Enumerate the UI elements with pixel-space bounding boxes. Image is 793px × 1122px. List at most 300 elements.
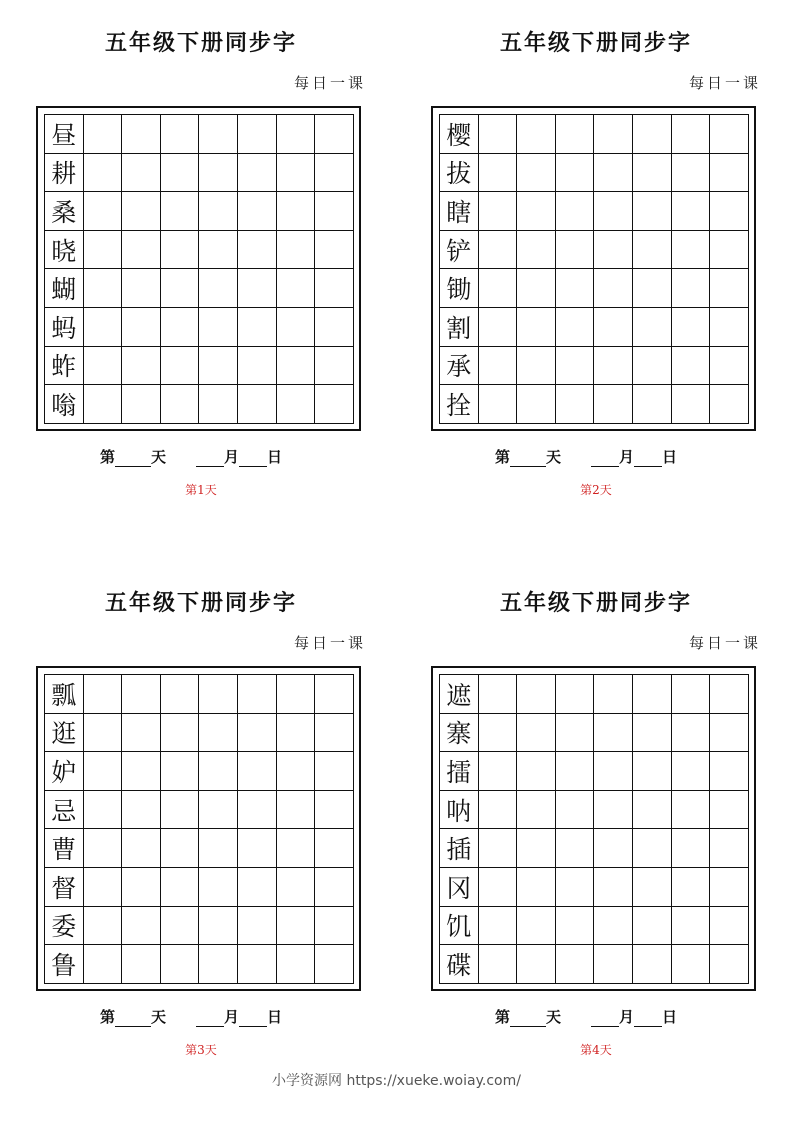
practice-cell[interactable] xyxy=(556,752,595,791)
practice-cell[interactable] xyxy=(161,308,200,347)
practice-cell[interactable] xyxy=(238,907,277,946)
date-prefix: 第 xyxy=(495,448,511,466)
practice-cell[interactable] xyxy=(710,347,749,386)
day-unit: 天 xyxy=(546,1008,562,1026)
practice-cell[interactable] xyxy=(710,308,749,347)
practice-cell[interactable] xyxy=(710,829,749,868)
practice-cell[interactable] xyxy=(277,269,316,308)
practice-cell[interactable] xyxy=(277,829,316,868)
practice-cell[interactable] xyxy=(161,752,200,791)
practice-cell[interactable] xyxy=(238,115,277,154)
practice-cell[interactable] xyxy=(122,945,161,984)
practice-cell[interactable] xyxy=(672,269,711,308)
practice-cell[interactable] xyxy=(161,154,200,193)
model-character-cell: 寨 xyxy=(440,714,479,753)
model-character-cell: 晓 xyxy=(45,231,84,270)
practice-cell[interactable] xyxy=(594,385,633,424)
day-number-blank[interactable] xyxy=(510,452,546,467)
practice-cell[interactable] xyxy=(238,192,277,231)
date-prefix: 第 xyxy=(495,1008,511,1026)
practice-cell[interactable] xyxy=(594,752,633,791)
practice-cell[interactable] xyxy=(556,791,595,830)
practice-cell[interactable] xyxy=(556,192,595,231)
practice-grid xyxy=(439,674,749,984)
practice-cell[interactable] xyxy=(633,115,672,154)
practice-cell[interactable] xyxy=(122,714,161,753)
practice-cell[interactable] xyxy=(277,868,316,907)
day-label: 第4天 xyxy=(580,1043,612,1057)
practice-cell[interactable] xyxy=(633,347,672,386)
practice-cell[interactable] xyxy=(517,714,556,753)
practice-cell[interactable] xyxy=(238,269,277,308)
practice-cell[interactable] xyxy=(594,791,633,830)
date-line xyxy=(100,446,282,467)
practice-cell[interactable] xyxy=(672,829,711,868)
day-unit: 天 xyxy=(151,1008,167,1026)
model-character-cell: 樱 xyxy=(440,115,479,154)
month-blank[interactable] xyxy=(591,452,619,467)
practice-cell[interactable] xyxy=(594,829,633,868)
practice-cell[interactable] xyxy=(84,269,123,308)
practice-cell[interactable] xyxy=(199,231,238,270)
month-blank[interactable] xyxy=(591,1012,619,1027)
practice-cell[interactable] xyxy=(277,347,316,386)
practice-cell[interactable] xyxy=(672,945,711,984)
model-character-cell: 昼 xyxy=(45,115,84,154)
practice-cell[interactable] xyxy=(633,829,672,868)
practice-cell[interactable] xyxy=(633,791,672,830)
sheet-title: 五年级下册同步字 xyxy=(104,30,297,56)
practice-cell[interactable] xyxy=(672,752,711,791)
date-blank[interactable] xyxy=(634,452,662,467)
practice-cell[interactable] xyxy=(161,907,200,946)
practice-cell[interactable] xyxy=(199,829,238,868)
practice-cell[interactable] xyxy=(315,907,354,946)
practice-cell[interactable] xyxy=(122,829,161,868)
practice-cell[interactable] xyxy=(199,192,238,231)
practice-cell[interactable] xyxy=(556,115,595,154)
model-character-cell: 瞎 xyxy=(440,192,479,231)
sheet-title: 五年级下册同步字 xyxy=(499,590,692,616)
practice-cell[interactable] xyxy=(315,675,354,714)
practice-cell[interactable] xyxy=(479,791,518,830)
practice-cell[interactable] xyxy=(517,385,556,424)
practice-cell[interactable] xyxy=(122,791,161,830)
practice-cell[interactable] xyxy=(710,269,749,308)
practice-cell[interactable] xyxy=(633,907,672,946)
practice-cell[interactable] xyxy=(517,347,556,386)
sheet-title: 五年级下册同步字 xyxy=(104,590,297,616)
practice-cell[interactable] xyxy=(122,907,161,946)
practice-cell[interactable] xyxy=(161,791,200,830)
practice-cell[interactable] xyxy=(672,308,711,347)
practice-cell[interactable] xyxy=(277,385,316,424)
practice-cell[interactable] xyxy=(315,115,354,154)
practice-cell[interactable] xyxy=(315,192,354,231)
model-character-cell: 拔 xyxy=(440,154,479,193)
practice-cell[interactable] xyxy=(672,115,711,154)
practice-cell[interactable] xyxy=(315,714,354,753)
practice-cell[interactable] xyxy=(238,385,277,424)
practice-box xyxy=(431,106,756,431)
practice-cell[interactable] xyxy=(199,675,238,714)
practice-cell[interactable] xyxy=(161,385,200,424)
practice-cell[interactable] xyxy=(556,675,595,714)
practice-cell[interactable] xyxy=(594,868,633,907)
practice-cell[interactable] xyxy=(672,675,711,714)
practice-cell[interactable] xyxy=(161,347,200,386)
model-character-cell: 锄 xyxy=(440,269,479,308)
practice-cell[interactable] xyxy=(594,192,633,231)
practice-cell[interactable] xyxy=(633,308,672,347)
practice-cell[interactable] xyxy=(161,192,200,231)
footer-watermark: 小学资源网 https://xueke.woiay.com/ xyxy=(272,1073,521,1089)
model-character-cell: 曹 xyxy=(45,829,84,868)
practice-cell[interactable] xyxy=(161,115,200,154)
practice-cell[interactable] xyxy=(479,829,518,868)
practice-cell[interactable] xyxy=(672,868,711,907)
practice-cell[interactable] xyxy=(84,115,123,154)
practice-cell[interactable] xyxy=(277,192,316,231)
practice-cell[interactable] xyxy=(556,385,595,424)
practice-cell[interactable] xyxy=(710,231,749,270)
practice-cell[interactable] xyxy=(315,868,354,907)
practice-cell[interactable] xyxy=(238,347,277,386)
practice-cell[interactable] xyxy=(161,269,200,308)
model-character-cell: 呐 xyxy=(440,791,479,830)
practice-cell[interactable] xyxy=(315,945,354,984)
practice-cell[interactable] xyxy=(672,192,711,231)
practice-cell[interactable] xyxy=(238,829,277,868)
practice-cell[interactable] xyxy=(315,347,354,386)
practice-cell[interactable] xyxy=(161,829,200,868)
practice-cell[interactable] xyxy=(122,154,161,193)
practice-cell[interactable] xyxy=(238,308,277,347)
practice-cell[interactable] xyxy=(556,154,595,193)
practice-cell[interactable] xyxy=(199,385,238,424)
practice-cell[interactable] xyxy=(161,714,200,753)
practice-cell[interactable] xyxy=(84,907,123,946)
model-character-cell: 蝴 xyxy=(45,269,84,308)
model-character-cell: 割 xyxy=(440,308,479,347)
model-character-cell: 逛 xyxy=(45,714,84,753)
practice-cell[interactable] xyxy=(556,231,595,270)
practice-cell[interactable] xyxy=(633,192,672,231)
practice-cell[interactable] xyxy=(277,154,316,193)
practice-cell[interactable] xyxy=(238,714,277,753)
sheet-title: 五年级下册同步字 xyxy=(499,30,692,56)
day-number-blank[interactable] xyxy=(115,452,151,467)
practice-cell[interactable] xyxy=(479,714,518,753)
practice-cell[interactable] xyxy=(517,192,556,231)
practice-cell[interactable] xyxy=(199,714,238,753)
practice-cell[interactable] xyxy=(161,231,200,270)
practice-box xyxy=(36,106,361,431)
practice-cell[interactable] xyxy=(633,945,672,984)
practice-cell[interactable] xyxy=(238,675,277,714)
practice-cell[interactable] xyxy=(238,868,277,907)
practice-cell[interactable] xyxy=(277,231,316,270)
practice-cell[interactable] xyxy=(633,231,672,270)
practice-cell[interactable] xyxy=(517,115,556,154)
practice-cell[interactable] xyxy=(672,907,711,946)
practice-cell[interactable] xyxy=(199,907,238,946)
practice-cell[interactable] xyxy=(315,231,354,270)
month-unit: 月 xyxy=(224,1008,240,1026)
month-unit: 月 xyxy=(224,448,240,466)
practice-cell[interactable] xyxy=(199,752,238,791)
practice-cell[interactable] xyxy=(122,752,161,791)
practice-cell[interactable] xyxy=(479,385,518,424)
practice-cell[interactable] xyxy=(84,308,123,347)
practice-cell[interactable] xyxy=(315,829,354,868)
date-blank[interactable] xyxy=(634,1012,662,1027)
practice-cell[interactable] xyxy=(517,829,556,868)
model-character-cell: 冈 xyxy=(440,868,479,907)
model-character-cell: 委 xyxy=(45,907,84,946)
practice-cell[interactable] xyxy=(277,907,316,946)
practice-cell[interactable] xyxy=(199,868,238,907)
practice-cell[interactable] xyxy=(277,308,316,347)
practice-cell[interactable] xyxy=(84,945,123,984)
practice-cell[interactable] xyxy=(710,714,749,753)
practice-cell[interactable] xyxy=(199,154,238,193)
practice-cell[interactable] xyxy=(122,385,161,424)
practice-cell[interactable] xyxy=(84,385,123,424)
practice-box xyxy=(36,666,361,991)
model-character-cell: 耕 xyxy=(45,154,84,193)
practice-cell[interactable] xyxy=(517,791,556,830)
practice-cell[interactable] xyxy=(556,868,595,907)
practice-cell[interactable] xyxy=(633,675,672,714)
practice-cell[interactable] xyxy=(633,868,672,907)
practice-cell[interactable] xyxy=(161,868,200,907)
practice-cell[interactable] xyxy=(556,945,595,984)
practice-cell[interactable] xyxy=(517,868,556,907)
model-character-cell: 妒 xyxy=(45,752,84,791)
practice-cell[interactable] xyxy=(710,192,749,231)
practice-cell[interactable] xyxy=(122,347,161,386)
model-character-cell: 蚱 xyxy=(45,347,84,386)
day-label: 第3天 xyxy=(185,1043,217,1057)
date-blank[interactable] xyxy=(239,452,267,467)
model-character-cell: 饥 xyxy=(440,907,479,946)
practice-cell[interactable] xyxy=(122,675,161,714)
practice-cell[interactable] xyxy=(672,714,711,753)
practice-cell[interactable] xyxy=(594,154,633,193)
practice-cell[interactable] xyxy=(710,791,749,830)
practice-cell[interactable] xyxy=(315,154,354,193)
month-blank[interactable] xyxy=(196,452,224,467)
practice-cell[interactable] xyxy=(710,945,749,984)
practice-cell[interactable] xyxy=(315,308,354,347)
practice-cell[interactable] xyxy=(594,231,633,270)
practice-cell[interactable] xyxy=(594,269,633,308)
practice-cell[interactable] xyxy=(238,231,277,270)
date-unit: 日 xyxy=(662,1008,678,1026)
practice-cell[interactable] xyxy=(479,675,518,714)
practice-cell[interactable] xyxy=(633,154,672,193)
practice-cell[interactable] xyxy=(84,231,123,270)
practice-cell[interactable] xyxy=(199,945,238,984)
practice-cell[interactable] xyxy=(277,791,316,830)
day-number-blank[interactable] xyxy=(510,1012,546,1027)
day-label: 第2天 xyxy=(580,483,612,497)
practice-cell[interactable] xyxy=(122,269,161,308)
practice-cell[interactable] xyxy=(556,714,595,753)
practice-grid xyxy=(439,114,749,424)
practice-cell[interactable] xyxy=(161,675,200,714)
sheet-subtitle: 每日一课 xyxy=(293,74,366,92)
day-unit: 天 xyxy=(546,448,562,466)
practice-cell[interactable] xyxy=(479,269,518,308)
practice-cell[interactable] xyxy=(479,868,518,907)
practice-cell[interactable] xyxy=(517,752,556,791)
practice-cell[interactable] xyxy=(238,791,277,830)
practice-cell[interactable] xyxy=(633,269,672,308)
practice-cell[interactable] xyxy=(594,907,633,946)
date-line xyxy=(100,1006,282,1027)
model-character-cell: 拴 xyxy=(440,385,479,424)
model-character-cell: 忌 xyxy=(45,791,84,830)
practice-cell[interactable] xyxy=(556,829,595,868)
practice-cell[interactable] xyxy=(315,791,354,830)
practice-cell[interactable] xyxy=(594,115,633,154)
practice-cell[interactable] xyxy=(199,308,238,347)
date-prefix: 第 xyxy=(100,448,116,466)
practice-cell[interactable] xyxy=(315,269,354,308)
model-character-cell: 承 xyxy=(440,347,479,386)
practice-cell[interactable] xyxy=(517,269,556,308)
practice-cell[interactable] xyxy=(122,115,161,154)
model-character-cell: 插 xyxy=(440,829,479,868)
practice-cell[interactable] xyxy=(672,791,711,830)
practice-cell[interactable] xyxy=(517,308,556,347)
practice-cell[interactable] xyxy=(556,308,595,347)
practice-cell[interactable] xyxy=(594,714,633,753)
model-character-cell: 嗡 xyxy=(45,385,84,424)
practice-cell[interactable] xyxy=(161,945,200,984)
practice-cell[interactable] xyxy=(479,752,518,791)
practice-cell[interactable] xyxy=(479,907,518,946)
practice-cell[interactable] xyxy=(672,347,711,386)
practice-cell[interactable] xyxy=(277,115,316,154)
month-unit: 月 xyxy=(619,1008,635,1026)
practice-cell[interactable] xyxy=(315,752,354,791)
date-prefix: 第 xyxy=(100,1008,116,1026)
practice-cell[interactable] xyxy=(238,154,277,193)
sheet-subtitle: 每日一课 xyxy=(688,74,761,92)
practice-cell[interactable] xyxy=(710,907,749,946)
practice-cell[interactable] xyxy=(479,192,518,231)
practice-cell[interactable] xyxy=(710,115,749,154)
practice-cell[interactable] xyxy=(517,231,556,270)
practice-cell[interactable] xyxy=(199,115,238,154)
practice-cell[interactable] xyxy=(84,714,123,753)
practice-cell[interactable] xyxy=(84,675,123,714)
practice-cell[interactable] xyxy=(594,347,633,386)
practice-cell[interactable] xyxy=(84,192,123,231)
practice-cell[interactable] xyxy=(84,868,123,907)
model-character-cell: 遮 xyxy=(440,675,479,714)
model-character-cell: 瓢 xyxy=(45,675,84,714)
practice-cell[interactable] xyxy=(672,385,711,424)
practice-cell[interactable] xyxy=(710,752,749,791)
practice-cell[interactable] xyxy=(122,192,161,231)
practice-cell[interactable] xyxy=(479,154,518,193)
practice-cell[interactable] xyxy=(594,308,633,347)
practice-cell[interactable] xyxy=(633,714,672,753)
practice-cell[interactable] xyxy=(277,945,316,984)
practice-cell[interactable] xyxy=(517,675,556,714)
practice-cell[interactable] xyxy=(710,154,749,193)
practice-cell[interactable] xyxy=(710,385,749,424)
date-line xyxy=(495,1006,677,1027)
practice-cell[interactable] xyxy=(122,308,161,347)
practice-cell[interactable] xyxy=(122,231,161,270)
practice-cell[interactable] xyxy=(710,675,749,714)
practice-cell[interactable] xyxy=(517,154,556,193)
practice-cell[interactable] xyxy=(594,945,633,984)
practice-cell[interactable] xyxy=(238,752,277,791)
practice-cell[interactable] xyxy=(84,347,123,386)
practice-cell[interactable] xyxy=(479,945,518,984)
practice-cell[interactable] xyxy=(556,347,595,386)
month-blank[interactable] xyxy=(196,1012,224,1027)
practice-cell[interactable] xyxy=(84,154,123,193)
practice-cell[interactable] xyxy=(479,308,518,347)
practice-cell[interactable] xyxy=(238,945,277,984)
practice-cell[interactable] xyxy=(199,347,238,386)
date-line xyxy=(495,446,677,467)
practice-cell[interactable] xyxy=(672,154,711,193)
practice-cell[interactable] xyxy=(277,675,316,714)
practice-cell[interactable] xyxy=(84,752,123,791)
model-character-cell: 铲 xyxy=(440,231,479,270)
practice-cell[interactable] xyxy=(199,269,238,308)
day-number-blank[interactable] xyxy=(115,1012,151,1027)
month-unit: 月 xyxy=(619,448,635,466)
practice-cell[interactable] xyxy=(84,791,123,830)
practice-cell[interactable] xyxy=(710,868,749,907)
practice-cell[interactable] xyxy=(122,868,161,907)
practice-box xyxy=(431,666,756,991)
practice-cell[interactable] xyxy=(479,347,518,386)
practice-cell[interactable] xyxy=(517,945,556,984)
date-unit: 日 xyxy=(267,448,283,466)
practice-cell[interactable] xyxy=(479,115,518,154)
practice-cell[interactable] xyxy=(633,385,672,424)
model-character-cell: 蚂 xyxy=(45,308,84,347)
practice-cell[interactable] xyxy=(277,752,316,791)
practice-cell[interactable] xyxy=(84,829,123,868)
model-character-cell: 擂 xyxy=(440,752,479,791)
practice-cell[interactable] xyxy=(672,231,711,270)
model-character-cell: 督 xyxy=(45,868,84,907)
practice-cell[interactable] xyxy=(199,791,238,830)
practice-cell[interactable] xyxy=(479,231,518,270)
practice-cell[interactable] xyxy=(556,907,595,946)
practice-cell[interactable] xyxy=(633,752,672,791)
practice-cell[interactable] xyxy=(556,269,595,308)
day-label: 第1天 xyxy=(185,483,217,497)
sheet-subtitle: 每日一课 xyxy=(688,634,761,652)
practice-cell[interactable] xyxy=(315,385,354,424)
practice-cell[interactable] xyxy=(277,714,316,753)
practice-cell[interactable] xyxy=(517,907,556,946)
date-blank[interactable] xyxy=(239,1012,267,1027)
practice-cell[interactable] xyxy=(594,675,633,714)
